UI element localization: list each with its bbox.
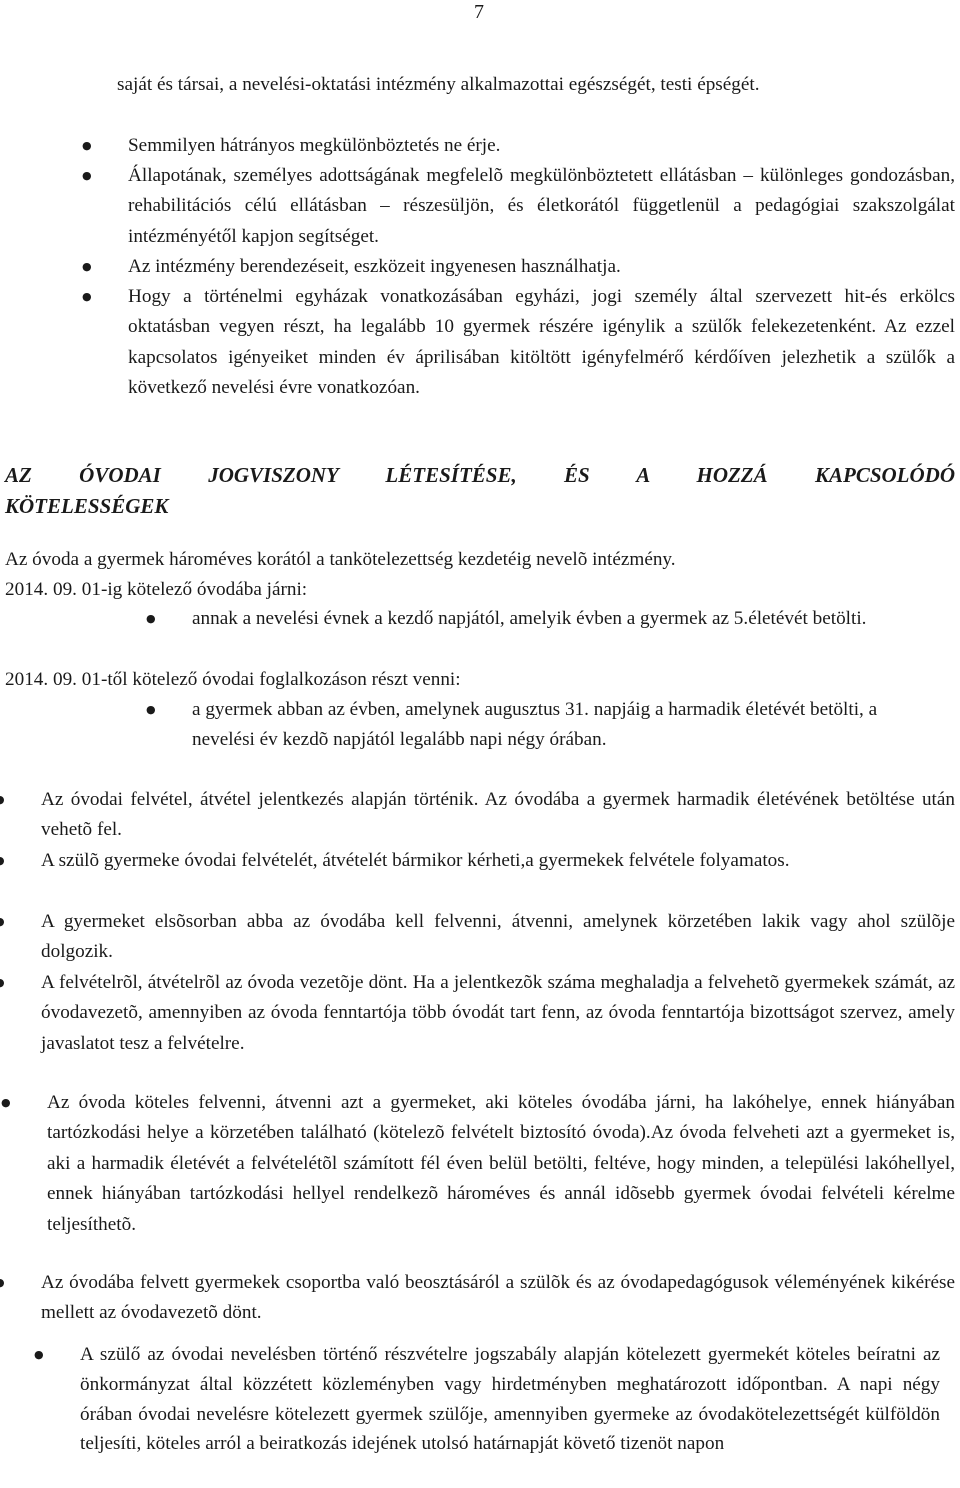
list-item: ● Az óvodai felvétel, átvétel jelentkezés alapján történik. Az óvodába a gyermek harmadik életévének betöltése után vehetõ fel. bbox=[41, 785, 955, 846]
section-title: AZ ÓVODAI JOGVISZONY LÉTESÍTÉSE, ÉS A HOZZÁ KAPCSOLÓDÓ bbox=[5, 463, 955, 487]
list-item: ● A szülõ gyermeke óvodai felvételét, átvételét bármikor kérheti,a gyermekek felvétele folyamatos. bbox=[41, 846, 955, 876]
rule-2014-until-item: ● annak a nevelési évnek a kezdő napjától, amelyik évben a gyermek az 5.életévét betölti. bbox=[192, 604, 910, 634]
list-item: ● Az intézmény berendezéseit, eszközeit ingyenesen használhatja. bbox=[128, 252, 955, 282]
rule-2014-until: 2014. 09. 01-ig kötelező óvodába járni: bbox=[5, 579, 308, 600]
list-item: ● A szülő az óvodai nevelésben történő részvételre jogszabály alapján kötelezett gyermekét köteles beíratni az önkormányzat által közzétett közleményben vagy hirdetményben meghatározott időpontban. A napi négy órában óvodai nevelésre kötelezett gyermek szülője, amennyiben gyermeke az óvodakötelezettségét külföldön teljesíti, köteles arról a beiratkozás idejének utolsó határnapját követő tizenöt napon bbox=[80, 1340, 940, 1459]
page-number: 7 bbox=[474, 1, 484, 23]
list-item: ● Az óvoda köteles felvenni, átvenni azt a gyermeket, aki köteles óvodába járni, ha lakóhelye, ennek hiányában tartózkodási helye a körzetében található (kötelezõ felvételt biztosító óvoda).Az óvoda felveheti azt a gyermeket is, aki a harmadik életévét a felvételétõl számított fél éven belül betölti, feltéve, hogy minden, a települési lakóhellyel, ennek hiányában tartózkodási hellyel rendelkezõ hároméves és annál idõsebb gyermek óvodai felvételi kérelme teljesíthetõ. bbox=[47, 1088, 955, 1240]
list-item: ● Semmilyen hátrányos megkülönböztetés ne érje. bbox=[128, 131, 955, 161]
list-item-continuation: saját és társai, a nevelési-oktatási intézmény alkalmazottai egészségét, testi épségét. bbox=[117, 74, 760, 95]
list-item: ● Állapotának, személyes adottságának megfelelõ megkülönböztetett ellátásban – különleges gondozásban, rehabilitációs célú ellátásban – részesüljön, és életkorától függetlenül a pedagógiai szakszolgálat intézményétől kapjon segítséget. bbox=[128, 161, 955, 252]
rule-2014-from-item: ● a gyermek abban az évben, amelynek augusztus 31. napjáig a harmadik életévét betölti, a nevelési év kezdõ napjától legalább napi négy órában. bbox=[192, 695, 918, 756]
section-title-line2: KÖTELESSÉGEK bbox=[5, 494, 169, 518]
section-intro: Az óvoda a gyermek hároméves korától a tankötelezettség kezdetéig nevelõ intézmény. bbox=[5, 549, 676, 570]
list-item: ● A felvételrõl, átvételrõl az óvoda vezetõje dönt. Ha a jelentkezõk száma meghaladja a felvehetõ gyermekek számát, az óvodavezetõ, amennyiben az óvoda fenntartója több óvodát tart fenn, az óvoda fenntartója bizottságot szervez, amely javaslatot tesz a felvételre. bbox=[41, 968, 955, 1059]
list-item: ● Az óvodába felvett gyermekek csoportba való beosztásáról a szülõk és az óvodapedagógusok véleményének kikérése mellett az óvodavezetõ dönt. bbox=[41, 1268, 955, 1329]
list-item: ● A gyermeket elsõsorban abba az óvodába kell felvenni, átvenni, amelynek körzetében lakik vagy ahol szülõje dolgozik. bbox=[41, 907, 955, 968]
list-item: ● Hogy a történelmi egyházak vonatkozásában egyházi, jogi személy által szervezett hit-és erkölcs oktatásban vegyen részt, ha legalább 10 gyermek részére igénylik a szülők felekezetenként. Az ezzel kapcsolatos igényeiket minden év áprilisában kitöltött igényfelmérő kérdőíven jelezhetik a szülők a következő nevelési évre vonatkozóan. bbox=[128, 282, 955, 404]
rule-2014-from: 2014. 09. 01-től kötelező óvodai foglalkozáson részt venni: bbox=[5, 669, 461, 690]
